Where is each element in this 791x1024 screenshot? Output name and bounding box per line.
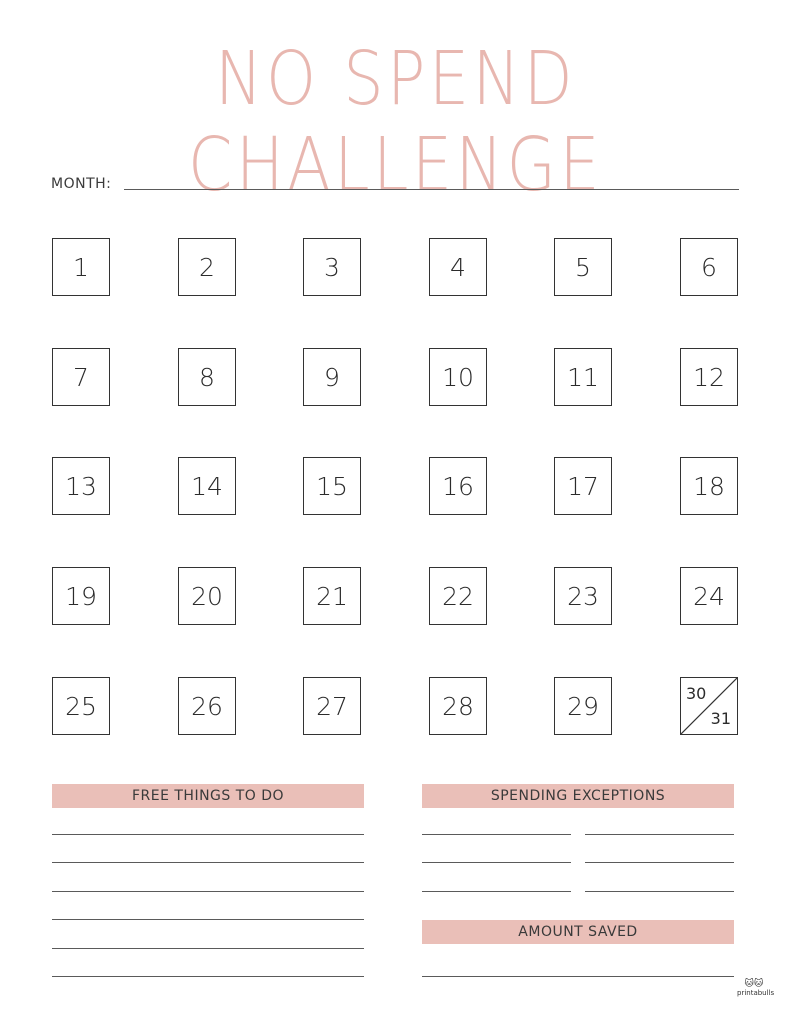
day-box-1[interactable]: 1 — [52, 238, 110, 296]
day-box-23[interactable]: 23 — [554, 567, 612, 625]
day-box-20[interactable]: 20 — [178, 567, 236, 625]
day-30-label: 30 — [686, 684, 707, 703]
page-title: NO SPEND CHALLENGE — [187, 36, 604, 208]
free-things-line-3[interactable] — [52, 891, 364, 892]
free-things-line-2[interactable] — [52, 862, 364, 863]
exception-line-right-2[interactable] — [585, 862, 734, 863]
day-box-7[interactable]: 7 — [52, 348, 110, 406]
month-label: MONTH: — [51, 176, 112, 192]
day-box-4[interactable]: 4 — [429, 238, 487, 296]
day-box-26[interactable]: 26 — [178, 677, 236, 735]
cat-faces-icon: 🐱🐱 — [744, 979, 764, 989]
day-box-10[interactable]: 10 — [429, 348, 487, 406]
spending-exceptions-header: SPENDING EXCEPTIONS — [422, 784, 734, 808]
day-box-13[interactable]: 13 — [52, 457, 110, 515]
exception-line-right-3[interactable] — [585, 891, 734, 892]
day-box-8[interactable]: 8 — [178, 348, 236, 406]
free-things-line-5[interactable] — [52, 948, 364, 949]
day-box-19[interactable]: 19 — [52, 567, 110, 625]
day-box-24[interactable]: 24 — [680, 567, 738, 625]
day-box-30-31[interactable] — [680, 677, 738, 735]
day-box-14[interactable]: 14 — [178, 457, 236, 515]
free-things-line-1[interactable] — [52, 834, 364, 835]
free-things-line-6[interactable] — [52, 976, 364, 977]
day-box-25[interactable]: 25 — [52, 677, 110, 735]
free-things-header: FREE THINGS TO DO — [52, 784, 364, 808]
day-box-27[interactable]: 27 — [303, 677, 361, 735]
exception-line-right-1[interactable] — [585, 834, 734, 835]
day-box-15[interactable]: 15 — [303, 457, 361, 515]
day-31-label: 31 — [710, 709, 731, 728]
free-things-line-4[interactable] — [52, 919, 364, 920]
day-box-17[interactable]: 17 — [554, 457, 612, 515]
day-box-22[interactable]: 22 — [429, 567, 487, 625]
day-box-3[interactable]: 3 — [303, 238, 361, 296]
exception-line-left-1[interactable] — [422, 834, 571, 835]
day-box-12[interactable]: 12 — [680, 348, 738, 406]
month-input-line[interactable] — [124, 189, 739, 190]
logo-text: printabulls — [737, 989, 775, 997]
day-box-21[interactable]: 21 — [303, 567, 361, 625]
day-box-2[interactable]: 2 — [178, 238, 236, 296]
amount-saved-line[interactable] — [422, 976, 734, 977]
day-box-29[interactable]: 29 — [554, 677, 612, 735]
day-box-9[interactable]: 9 — [303, 348, 361, 406]
day-box-28[interactable]: 28 — [429, 677, 487, 735]
day-box-18[interactable]: 18 — [680, 457, 738, 515]
day-box-5[interactable]: 5 — [554, 238, 612, 296]
printabulls-logo — [737, 979, 775, 997]
day-box-16[interactable]: 16 — [429, 457, 487, 515]
amount-saved-header: AMOUNT SAVED — [422, 920, 734, 944]
day-box-11[interactable]: 11 — [554, 348, 612, 406]
day-box-6[interactable]: 6 — [680, 238, 738, 296]
exception-line-left-3[interactable] — [422, 891, 571, 892]
exception-line-left-2[interactable] — [422, 862, 571, 863]
